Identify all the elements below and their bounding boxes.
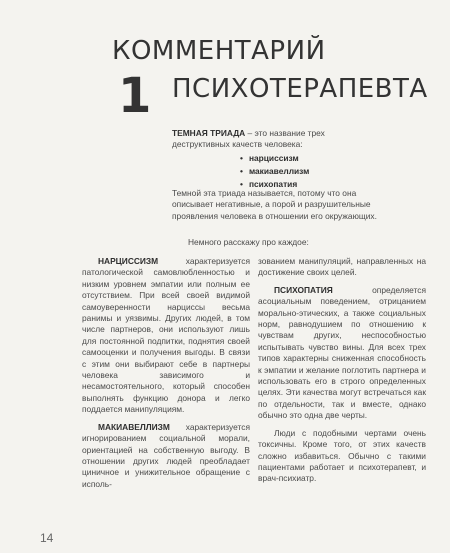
- page-number: 14: [40, 531, 54, 545]
- left-column: [82, 256, 250, 496]
- narcissism-term: НАРЦИССИЗМ: [98, 256, 159, 266]
- chapter-title-line1: КОММЕНТАРИЙ: [112, 36, 326, 66]
- chapter-number: 1: [118, 68, 152, 124]
- psychopathy-term: ПСИХОПАТИЯ: [274, 284, 333, 295]
- description-paragraph: Темной эта триада называется, потому что она описывает негативные, а порой и разрушительные проявления человека в отношении его окружающих.: [172, 188, 377, 221]
- chapter-title-line2: ПСИХОТЕРАПЕВТА: [172, 74, 428, 104]
- machiavellianism-term: МАКИАВЕЛЛИЗМ: [98, 421, 170, 432]
- dark-triad-term: ТЕМНАЯ ТРИАДА: [172, 128, 246, 138]
- continuation-paragraph: зованием манипуляций, направленных на достижение своих целей.: [258, 256, 426, 278]
- narcissism-paragraph: [82, 256, 250, 416]
- psychopathy-text: определяется асоциальным поведением, отрицанием морально-этических, а также социальных норм, равнодушием по отношению к чувствам других, неспособностью испытывать чувство вины. Для всех трех типов характерны сниженная способность к эмпатии и желание поглотить партнера и использовать его в строго определенных целях. Эти качества могут встречаться как по отдельности, так и вместе, однако обычно это одна две черты.: [258, 284, 426, 421]
- right-column: [258, 256, 426, 491]
- narcissism-text: характеризуется патологической самовлюбленностью и низким уровнем эмпатии или полным ее отсутствием. При всей своей видимой самоуверенности нарциссы весьма ранимы и уязвимы. Других людей, в том числе партнеров, они используют лишь для постоянной подпитки, поднятия своей самооценки и получения выгоды. В связи с этим они выбирают себе в партнеры человека зависимого и несамостоятельного, который способен выполнять функцию донора и легко поддается манипуляциям.: [82, 256, 250, 415]
- intro-text: – это название трех деструктивных качеств человека:: [172, 128, 325, 150]
- intro-paragraph: [172, 128, 384, 151]
- final-paragraph: Люди с подобными чертами очень токсичны. Кроме того, от этих качеств сложно избавиться. Обычно с такими пациентами работает и психотерапевт, и врач-психиатр.: [258, 427, 426, 484]
- machiavellianism-paragraph: [82, 422, 250, 490]
- psychopathy-paragraph: [258, 285, 426, 422]
- traits-list: [240, 152, 309, 191]
- trait-item: • макиавеллизм: [240, 165, 309, 178]
- trait-item: • нарциссизм: [240, 152, 309, 165]
- lead-line: Немного расскажу про каждое:: [188, 237, 309, 247]
- trait-item: • психопатия: [240, 178, 309, 191]
- machiavellianism-text: характеризуется игнорированием социальной морали, ориентацией на собственную выгоду. В отношении других людей преобладает циничное и унижительное обращение с исполь-: [82, 421, 250, 489]
